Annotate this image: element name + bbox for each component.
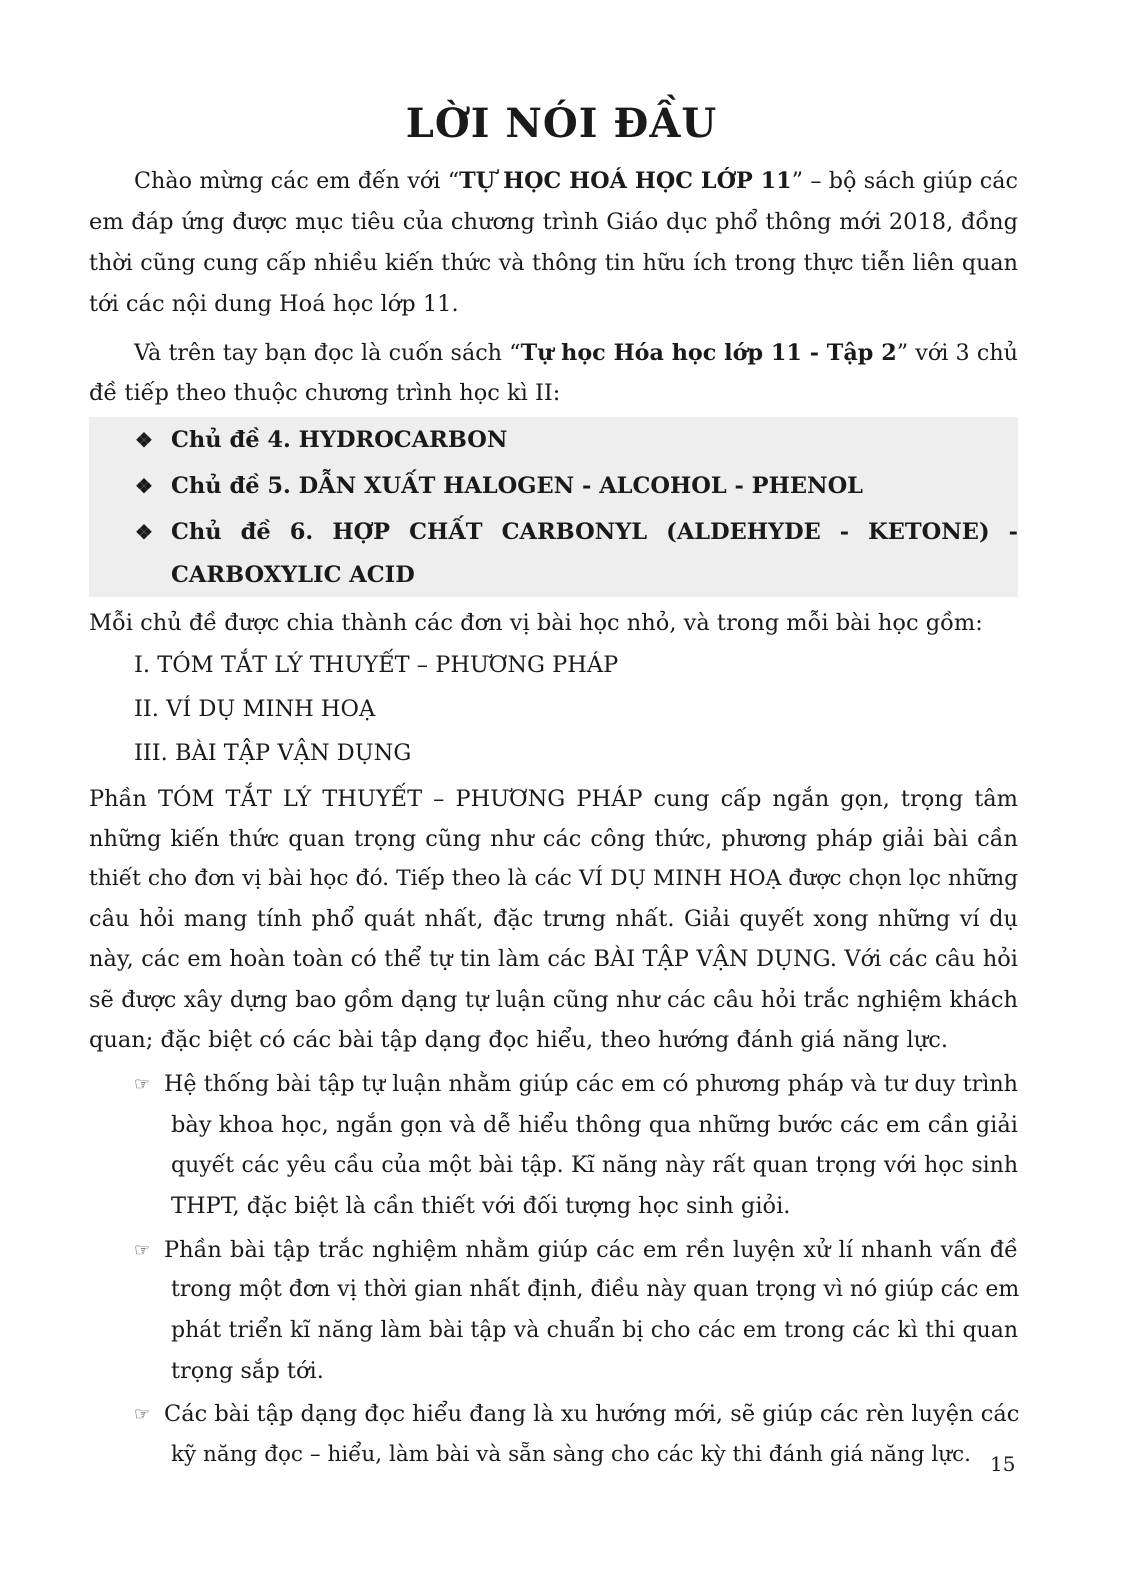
diamond-bullet-icon: ❖ xyxy=(135,474,153,498)
explain-line-5: này, các em hoàn toàn có thể tự tin làm các BÀI TẬP VẬN DỤNG. Với các câu hỏi xyxy=(89,946,1018,972)
topic-6: ❖ Chủ đề 6. HỢP CHẤT CARBONYL (ALDEHYDE - KETONE) - xyxy=(135,519,1018,545)
explain-line-3: thiết cho đơn vị bài học đó. Tiếp theo là các VÍ DỤ MINH HOẠ được chọn lọc những xyxy=(89,866,1018,891)
explain-line-1: Phần TÓM TẮT LÝ THUYẾT – PHƯƠNG PHÁP cung cấp ngắn gọn, trọng tâm xyxy=(89,786,1018,812)
intro-line-1 xyxy=(134,168,1018,194)
note-2-line-1: Phần bài tập trắc nghiệm nhằm giúp các em rền luyện xử lí nhanh vấn đề xyxy=(164,1237,1018,1263)
note-2-line-3: phát triển kĩ năng làm bài tập và chuẩn bị cho các em trong các kì thi quan xyxy=(171,1318,1018,1343)
diamond-bullet-icon: ❖ xyxy=(135,428,153,452)
note-1-line-1: Hệ thống bài tập tự luận nhằm giúp các em có phương pháp và tư duy trình xyxy=(164,1071,1018,1097)
intro-line-4: tới các nội dung Hoá học lớp 11. xyxy=(89,291,459,317)
intro-text: Chào mừng các em đến với “ xyxy=(134,168,460,194)
book-line-1 xyxy=(134,340,1018,366)
topics-box xyxy=(89,417,1018,597)
note-2-line-4: trọng sắp tới. xyxy=(171,1358,324,1384)
pointing-hand-icon: ☞ xyxy=(134,1404,151,1425)
note-1-line-3: quyết các yêu cầu của một bài tập. Kĩ năng này rất quan trọng với học sinh xyxy=(171,1153,1018,1178)
note-1-line-2: bày khoa học, ngắn gọn và dễ hiểu thông qua những bước các em cần giải xyxy=(171,1112,1018,1138)
topic-5: ❖ Chủ đề 5. DẪN XUẤT HALOGEN - ALCOHOL - PHENOL xyxy=(135,473,863,499)
pointing-hand-icon: ☞ xyxy=(134,1240,151,1261)
book-text: ” với 3 chủ xyxy=(896,340,1018,366)
structure-item-1: I. TÓM TẮT LÝ THUYẾT – PHƯƠNG PHÁP xyxy=(134,652,619,678)
diamond-bullet-icon: ❖ xyxy=(135,520,153,544)
intro-text: ” – bộ sách giúp các xyxy=(791,168,1018,194)
note-2-line-2: trong một đơn vị thời gian nhất định, điều này quan trọng vì nó giúp các em xyxy=(171,1277,1020,1302)
note-3-line-2: kỹ năng đọc – hiểu, làm bài và sẵn sàng cho các kỳ thi đánh giá năng lực. xyxy=(171,1442,971,1467)
explain-line-7: quan; đặc biệt có các bài tập dạng đọc hiểu, theo hướng đánh giá năng lực. xyxy=(89,1027,948,1053)
note-1-line-4: THPT, đặc biệt là cần thiết với đối tượng học sinh giỏi. xyxy=(171,1193,791,1219)
intro-line-2: em đáp ứng được mục tiêu của chương trình Giáo dục phổ thông mới 2018, đồng xyxy=(89,209,1018,235)
book-text: Và trên tay bạn đọc là cuốn sách “ xyxy=(134,340,521,366)
page-number: 15 xyxy=(990,1452,1016,1476)
note-3-line-1: Các bài tập dạng đọc hiểu đang là xu hướng mới, sẽ giúp các rèn luyện các xyxy=(164,1401,1020,1427)
explain-line-2: những kiến thức quan trọng cũng như các công thức, phương pháp giải bài cần xyxy=(89,826,1018,852)
structure-item-2: II. VÍ DỤ MINH HOẠ xyxy=(134,696,376,722)
book-line-2: đề tiếp theo thuộc chương trình học kì II: xyxy=(89,380,561,406)
book-series-title: TỰ HỌC HOÁ HỌC LỚP 11 xyxy=(459,168,792,194)
structure-lead: Mỗi chủ đề được chia thành các đơn vị bài học nhỏ, và trong mỗi bài học gồm: xyxy=(89,610,983,636)
topic-6-continued: CARBOXYLIC ACID xyxy=(171,562,415,588)
book-volume-title: Tự học Hóa học lớp 11 - Tập 2 xyxy=(520,340,897,366)
explain-line-6: sẽ được xây dựng bao gồm dạng tự luận cũng như các câu hỏi trắc nghiệm khách xyxy=(89,987,1018,1013)
pointing-hand-icon: ☞ xyxy=(134,1074,151,1095)
topic-4: ❖ Chủ đề 4. HYDROCARBON xyxy=(135,427,508,453)
explain-line-4: câu hỏi mang tính phổ quát nhất, đặc trưng nhất. Giải quyết xong những ví dụ xyxy=(89,906,1018,932)
structure-item-3: III. BÀI TẬP VẬN DỤNG xyxy=(134,740,412,766)
intro-line-3: thời cũng cung cấp nhiều kiến thức và thông tin hữu ích trong thực tiễn liên quan xyxy=(89,250,1018,276)
page-title: LỜI NÓI ĐẦU xyxy=(405,100,718,147)
